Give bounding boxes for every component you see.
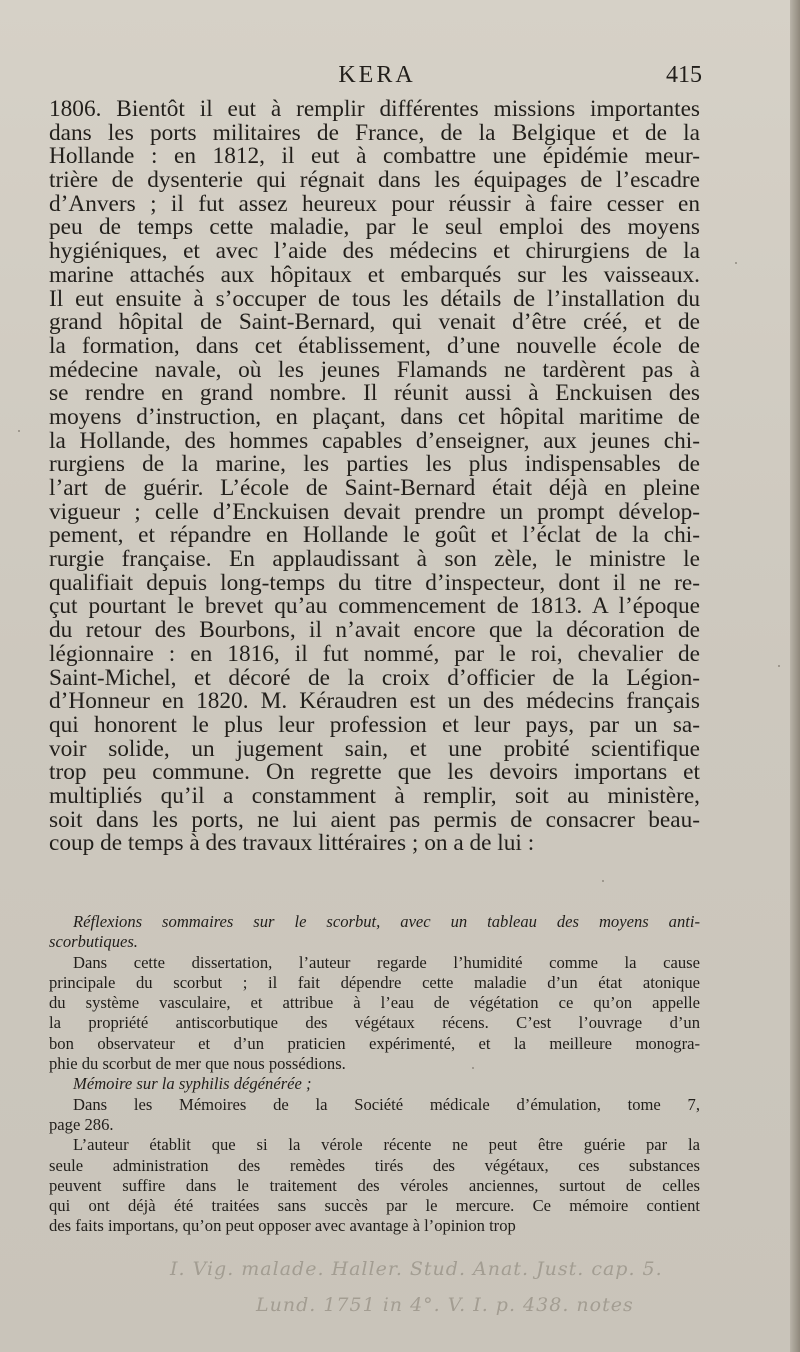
text-line: 1806. Bientôt il eut à remplir différentes missions importantes	[49, 98, 700, 122]
text-line: rurgie française. En applaudissant à son zèle, le ministre le	[49, 548, 700, 572]
text-line: voir solide, un jugement sain, et une probité scientifique	[49, 737, 700, 762]
note-line: seule administration des remèdes tirés des végétaux, ces substances	[49, 1155, 700, 1175]
note-line: du système vasculaire, et attribue à l’eau de végétation ce qu’on appelle	[49, 993, 700, 1013]
text-line: hygiéniques, et avec l’aide des médecins et chirurgiens de la	[49, 240, 700, 264]
note-line: Dans cette dissertation, l’auteur regarde l’humidité comme la cause	[73, 952, 700, 972]
text-line: moyens d’instruction, en plaçant, dans cet hôpital maritime de	[49, 405, 700, 430]
text-line: trop peu commune. On regrette que les devoirs importans et	[49, 761, 700, 785]
text-line: la formation, dans cet établissement, d’une nouvelle école de	[49, 334, 700, 359]
text-line: rurgiens de la marine, les parties les plus indispensables de	[49, 453, 700, 477]
running-title: KERA	[338, 62, 416, 88]
page-number: 415	[666, 62, 702, 88]
handwritten-annotation	[170, 1258, 790, 1328]
note-line: Réflexions sommaires sur le scorbut, avec un tableau des moyens anti-	[73, 912, 700, 931]
text-line: Hollande : en 1812, il eut à combattre une épidémie meur-	[49, 145, 700, 170]
note-line: phie du scorbut de mer que nous possédions.	[49, 1054, 346, 1074]
text-line: la Hollande, des hommes capables d’enseigner, aux jeunes chi-	[49, 429, 700, 454]
text-line: qualifiait depuis long-temps du titre d’inspecteur, dont il ne re-	[49, 571, 700, 596]
main-text	[49, 98, 700, 856]
text-line: grand hôpital de Saint-Bernard, qui venait d’être créé, et de	[49, 311, 700, 335]
text-line: çut pourtant le brevet qu’au commencement de 1813. A l’époque	[49, 595, 700, 620]
note-line: bon observateur et d’un praticien expérimenté, et la meilleure monogra-	[49, 1033, 700, 1053]
page-edge	[790, 0, 800, 1352]
handwritten-line-2: Lund. 1751 in 4°. V. I. p. 438. notes	[256, 1294, 634, 1316]
text-line: d’Honneur en 1820. M. Kéraudren est un des médecins français	[49, 690, 700, 714]
note-line: Mémoire sur la syphilis dégénérée ;	[73, 1074, 312, 1094]
text-line: Il eut ensuite à s’occuper de tous les détails de l’installation du	[49, 287, 700, 312]
note-line: page 286.	[49, 1114, 114, 1134]
text-line: légionnaire : en 1816, il fut nommé, par le roi, chevalier de	[49, 642, 700, 667]
text-line: coup de temps à des travaux littéraires ; on a de lui :	[49, 832, 535, 856]
text-line: d’Anvers ; il fut assez heureux pour réussir à faire cesser en	[49, 192, 700, 217]
text-line: peu de temps cette maladie, par le seul emploi des moyens	[49, 216, 700, 241]
text-line: pement, et répandre en Hollande le goût et l’éclat de la chi-	[49, 524, 700, 549]
note-line: la propriété antiscorbutique des végétaux récens. C’est l’ouvrage d’un	[49, 1013, 700, 1033]
text-line: qui honorent le plus leur profession et leur pays, par un sa-	[49, 713, 700, 738]
note-line: scorbutiques.	[49, 932, 138, 952]
note-line: qui ont déjà été traitées sans succès par le mercure. Ce mémoire contient	[49, 1196, 700, 1216]
text-line: l’art de guérir. L’école de Saint-Bernard était déjà en pleine	[49, 477, 700, 501]
note-line: Dans les Mémoires de la Société médicale d’émulation, tome 7,	[73, 1094, 700, 1114]
text-line: trière de dysenterie qui régnait dans les équipages de l’escadre	[49, 169, 700, 193]
text-line: multipliés qu’il a constamment à remplir, soit au ministère,	[49, 784, 700, 809]
text-line: se rendre en grand nombre. Il réunit aussi à Enckuisen des	[49, 382, 700, 406]
note-line: peuvent suffire dans le traitement des véroles anciennes, surtout de celles	[49, 1175, 700, 1195]
note-line: des faits importans, qu’on peut opposer avec avantage à l’opinion trop	[49, 1216, 516, 1236]
page-header	[52, 62, 702, 96]
text-line: du retour des Bourbons, il n’avait encore que la décoration de	[49, 619, 700, 643]
handwritten-line-1: I. Vig. malade. Haller. Stud. Anat. Just. cap. 5.	[170, 1258, 663, 1280]
text-line: soit dans les ports, ne lui aient pas permis de consacrer beau-	[49, 808, 700, 833]
text-line: Saint-Michel, et décoré de la croix d’officier de la Légion-	[49, 666, 700, 691]
text-line: dans les ports militaires de France, de la Belgique et de la	[49, 121, 700, 146]
text-line: marine attachés aux hôpitaux et embarqués sur les vaisseaux.	[49, 263, 700, 288]
text-line: vigueur ; celle d’Enckuisen devait prendre un prompt dévelop-	[49, 500, 700, 525]
note-line: principale du scorbut ; il fait dépendre cette maladie d’un état atonique	[49, 972, 700, 992]
bibliography-notes	[49, 912, 700, 1237]
note-line: L’auteur établit que si la vérole récente ne peut être guérie par la	[73, 1135, 700, 1155]
text-line: médecine navale, où les jeunes Flamands ne tardèrent pas à	[49, 358, 700, 383]
